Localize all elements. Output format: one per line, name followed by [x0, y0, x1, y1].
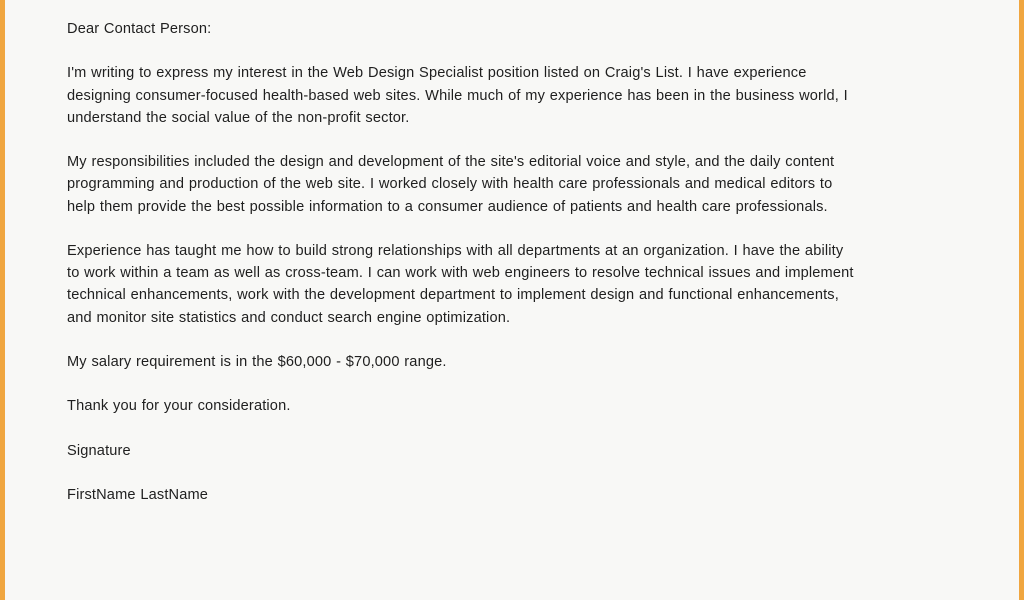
text-line: designing consumer-focused health-based web sites. While much of my experience has been in the business world, I	[67, 87, 848, 104]
text-line: technical enhancements, work with the development department to implement design and functional enhancements,	[67, 287, 839, 304]
text-line: and monitor site statistics and conduct search engine optimization.	[67, 309, 511, 326]
salary-requirement: My salary requirement is in the $60,000 - $70,000 range.	[67, 353, 447, 370]
text-line: understand the social value of the non-profit sector.	[67, 109, 410, 126]
left-border	[0, 0, 5, 600]
text-line: to work within a team as well as cross-team. I can work with web engineers to resolve technical issues and implement	[67, 265, 854, 282]
text-line: help them provide the best possible information to a consumer audience of patients and health care professionals.	[67, 198, 828, 215]
text-line: My responsibilities included the design and development of the site's editorial voice and style, and the daily content	[67, 154, 835, 171]
text-line: programming and production of the web site. I worked closely with health care professionals and medical editors to	[67, 176, 833, 193]
salutation: Dear Contact Person:	[67, 21, 212, 37]
paragraph-interest	[67, 62, 967, 129]
signature-label: Signature	[67, 442, 131, 459]
cover-letter	[67, 18, 967, 529]
right-border	[1019, 0, 1024, 600]
paragraph-responsibilities	[67, 151, 967, 218]
paragraph-experience	[67, 240, 967, 329]
text-line: I'm writing to express my interest in the Web Design Specialist position listed on Craig's List. I have experience	[67, 65, 807, 82]
text-line: Experience has taught me how to build strong relationships with all departments at an organization. I have the ability	[67, 242, 844, 259]
closing-line: Thank you for your consideration.	[67, 398, 291, 415]
sender-name: FirstName LastName	[67, 487, 209, 504]
